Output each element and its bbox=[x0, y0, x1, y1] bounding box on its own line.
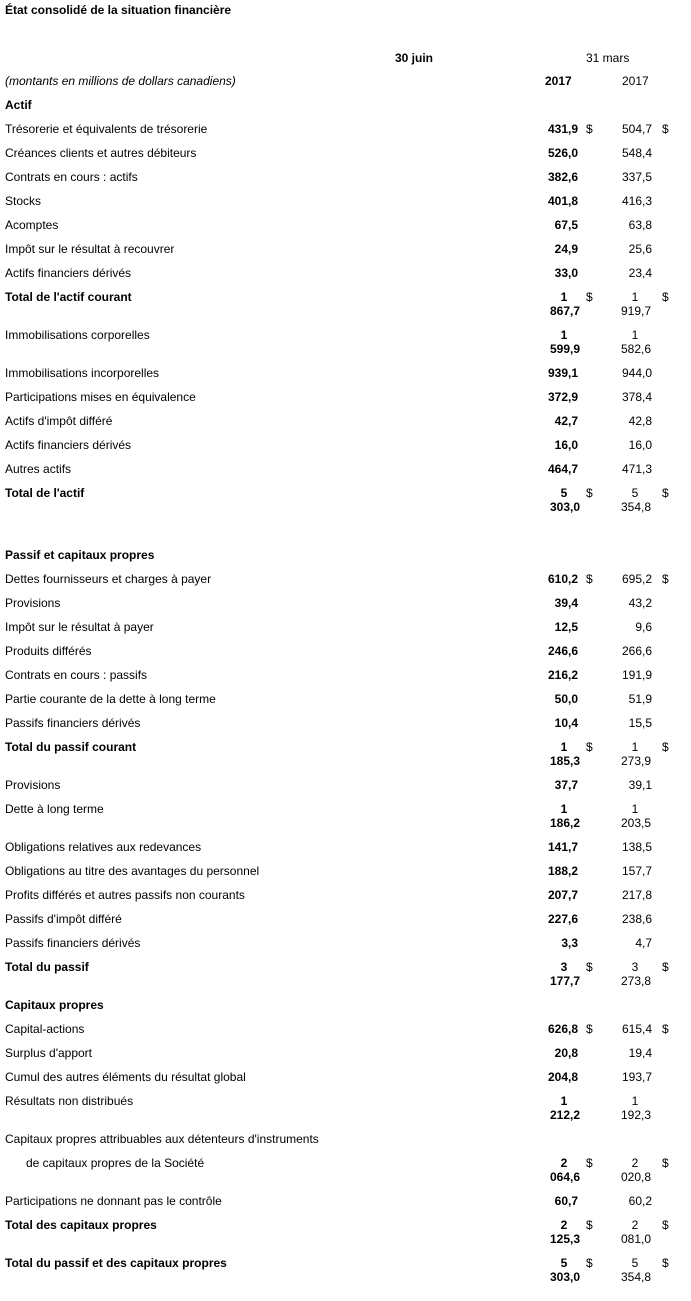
currency-symbol: $ bbox=[662, 572, 669, 586]
value-2017-june: 24,9 bbox=[554, 242, 578, 256]
row-label: Acomptes bbox=[5, 218, 59, 232]
value-2017-march: 193,7 bbox=[621, 1070, 652, 1084]
table-row bbox=[0, 998, 691, 1018]
row-label: Total du passif bbox=[5, 960, 89, 974]
table-row bbox=[0, 936, 691, 956]
value-2017-march: 266,6 bbox=[621, 644, 652, 658]
table-row bbox=[0, 170, 691, 190]
value-2017-march: 504,7 bbox=[621, 122, 652, 136]
value-remainder: 273,9 bbox=[621, 754, 652, 768]
row-label: Autres actifs bbox=[5, 462, 72, 476]
col2-year-header: 2017 bbox=[622, 74, 649, 88]
table-row bbox=[0, 194, 691, 214]
table-row bbox=[0, 1156, 691, 1184]
value-thousands: 1 bbox=[631, 802, 639, 816]
value-2017-june bbox=[550, 486, 581, 514]
value-2017-march: 42,8 bbox=[628, 414, 652, 428]
value-remainder: 354,8 bbox=[621, 500, 652, 514]
value-2017-june: 216,2 bbox=[547, 668, 578, 682]
value-2017-march: 191,9 bbox=[621, 668, 652, 682]
currency-symbol: $ bbox=[586, 1256, 593, 1270]
value-2017-march: 138,5 bbox=[621, 840, 652, 854]
value-2017-march: 337,5 bbox=[621, 170, 652, 184]
value-thousands: 1 bbox=[631, 290, 639, 304]
value-2017-june bbox=[550, 1094, 581, 1122]
value-2017-june: 431,9 bbox=[547, 122, 578, 136]
value-remainder: 081,0 bbox=[621, 1232, 652, 1246]
currency-symbol: $ bbox=[662, 740, 669, 754]
value-2017-june bbox=[550, 290, 581, 318]
value-remainder: 582,6 bbox=[621, 342, 652, 356]
value-2017-june: 939,1 bbox=[547, 366, 578, 380]
value-2017-march: 23,4 bbox=[628, 266, 652, 280]
value-thousands: 5 bbox=[560, 1256, 568, 1270]
col2-period-header: 31 mars bbox=[586, 51, 630, 65]
row-label: Immobilisations corporelles bbox=[5, 328, 150, 342]
value-2017-june: 37,7 bbox=[554, 778, 578, 792]
value-2017-march bbox=[621, 1094, 652, 1122]
value-thousands: 1 bbox=[560, 1094, 568, 1108]
value-thousands: 1 bbox=[560, 802, 568, 816]
value-remainder: 599,9 bbox=[550, 342, 581, 356]
currency-symbol: $ bbox=[586, 960, 593, 974]
value-thousands: 2 bbox=[560, 1156, 568, 1170]
value-thousands: 2 bbox=[560, 1218, 568, 1232]
value-thousands: 5 bbox=[631, 486, 639, 500]
table-row bbox=[0, 778, 691, 798]
table-row bbox=[0, 668, 691, 688]
value-remainder: 177,7 bbox=[550, 974, 581, 988]
row-label: Impôt sur le résultat à payer bbox=[5, 620, 154, 634]
value-2017-june: 382,6 bbox=[547, 170, 578, 184]
row-label: Produits différés bbox=[5, 644, 92, 658]
row-label: de capitaux propres de la Société bbox=[26, 1156, 205, 1170]
row-label: Partie courante de la dette à long terme bbox=[5, 692, 216, 706]
value-thousands: 3 bbox=[560, 960, 568, 974]
table-row bbox=[0, 1094, 691, 1122]
table-row bbox=[0, 390, 691, 410]
value-thousands: 2 bbox=[631, 1156, 639, 1170]
value-2017-june: 227,6 bbox=[547, 912, 578, 926]
row-label: Passif et capitaux propres bbox=[5, 548, 155, 562]
row-label: Participations ne donnant pas le contrôle bbox=[5, 1194, 222, 1208]
value-remainder: 186,2 bbox=[550, 816, 581, 830]
value-remainder: 064,6 bbox=[550, 1170, 581, 1184]
currency-symbol: $ bbox=[662, 1218, 669, 1232]
value-2017-june bbox=[550, 1218, 581, 1246]
row-label: Capital-actions bbox=[5, 1022, 85, 1036]
value-2017-march: 9,6 bbox=[635, 620, 652, 634]
value-2017-march: 43,2 bbox=[628, 596, 652, 610]
row-label: Actifs d'impôt différé bbox=[5, 414, 113, 428]
value-thousands: 1 bbox=[631, 328, 639, 342]
value-thousands: 1 bbox=[560, 328, 568, 342]
value-2017-march: 378,4 bbox=[621, 390, 652, 404]
table-row bbox=[0, 572, 691, 592]
page-title: État consolidé de la situation financière bbox=[5, 3, 232, 17]
value-2017-june: 626,8 bbox=[547, 1022, 578, 1036]
value-thousands: 5 bbox=[631, 1256, 639, 1270]
table-row bbox=[0, 692, 691, 712]
table-row bbox=[0, 1256, 691, 1284]
row-label: Total des capitaux propres bbox=[5, 1218, 157, 1232]
value-2017-june: 610,2 bbox=[547, 572, 578, 586]
row-label: Passifs financiers dérivés bbox=[5, 716, 141, 730]
value-2017-march bbox=[621, 1218, 652, 1246]
row-label: Actifs financiers dérivés bbox=[5, 266, 132, 280]
currency-symbol: $ bbox=[662, 1156, 669, 1170]
row-label: Trésorerie et équivalents de trésorerie bbox=[5, 122, 208, 136]
value-remainder: 303,0 bbox=[550, 1270, 581, 1284]
value-remainder: 919,7 bbox=[621, 304, 652, 318]
value-remainder: 125,3 bbox=[550, 1232, 581, 1246]
value-2017-june: 39,4 bbox=[554, 596, 578, 610]
value-2017-june: 526,0 bbox=[547, 146, 578, 160]
table-row bbox=[0, 242, 691, 262]
value-2017-march: 615,4 bbox=[621, 1022, 652, 1036]
row-label: Profits différés et autres passifs non courants bbox=[5, 888, 245, 902]
row-label: Créances clients et autres débiteurs bbox=[5, 146, 197, 160]
value-2017-june bbox=[550, 1256, 581, 1284]
row-label: Total de l'actif bbox=[5, 486, 85, 500]
value-2017-march bbox=[621, 960, 652, 988]
table-row bbox=[0, 218, 691, 238]
row-label: Total du passif et des capitaux propres bbox=[5, 1256, 227, 1270]
table-row bbox=[0, 1132, 691, 1152]
currency-symbol: $ bbox=[662, 960, 669, 974]
currency-symbol: $ bbox=[662, 290, 669, 304]
row-label: Provisions bbox=[5, 778, 61, 792]
value-2017-march: 416,3 bbox=[621, 194, 652, 208]
table-row bbox=[0, 122, 691, 142]
row-label: Total du passif courant bbox=[5, 740, 137, 754]
value-2017-june: 207,7 bbox=[547, 888, 578, 902]
table-row bbox=[0, 266, 691, 286]
row-label: Dette à long terme bbox=[5, 802, 104, 816]
row-label: Immobilisations incorporelles bbox=[5, 366, 160, 380]
value-2017-june: 67,5 bbox=[554, 218, 578, 232]
row-label: Stocks bbox=[5, 194, 42, 208]
currency-symbol: $ bbox=[662, 1022, 669, 1036]
value-2017-june: 33,0 bbox=[554, 266, 578, 280]
value-remainder: 273,8 bbox=[621, 974, 652, 988]
col1-period-header: 30 juin bbox=[395, 51, 434, 65]
value-2017-june: 42,7 bbox=[554, 414, 578, 428]
row-label: Passifs financiers dérivés bbox=[5, 936, 141, 950]
value-2017-june: 3,3 bbox=[561, 936, 578, 950]
value-thousands: 5 bbox=[560, 486, 568, 500]
table-row bbox=[0, 740, 691, 768]
value-2017-june: 401,8 bbox=[547, 194, 578, 208]
value-2017-june: 204,8 bbox=[547, 1070, 578, 1084]
value-2017-march: 19,4 bbox=[628, 1046, 652, 1060]
value-2017-march: 217,8 bbox=[621, 888, 652, 902]
table-row bbox=[0, 486, 691, 514]
value-2017-march: 16,0 bbox=[628, 438, 652, 452]
value-2017-june: 10,4 bbox=[554, 716, 578, 730]
currency-symbol: $ bbox=[662, 1256, 669, 1270]
table-row bbox=[0, 146, 691, 166]
value-2017-march: 944,0 bbox=[621, 366, 652, 380]
value-2017-march: 39,1 bbox=[628, 778, 652, 792]
row-label: Participations mises en équivalence bbox=[5, 390, 196, 404]
row-label: Contrats en cours : passifs bbox=[5, 668, 148, 682]
value-2017-march: 695,2 bbox=[621, 572, 652, 586]
value-2017-june: 16,0 bbox=[554, 438, 578, 452]
value-2017-march: 51,9 bbox=[628, 692, 652, 706]
currency-symbol: $ bbox=[586, 122, 593, 136]
value-remainder: 303,0 bbox=[550, 500, 581, 514]
row-label: Contrats en cours : actifs bbox=[5, 170, 138, 184]
value-2017-june: 188,2 bbox=[547, 864, 578, 878]
row-label: Cumul des autres éléments du résultat global bbox=[5, 1070, 246, 1084]
table-row bbox=[0, 328, 691, 356]
value-2017-june bbox=[550, 960, 581, 988]
value-2017-june: 20,8 bbox=[554, 1046, 578, 1060]
value-2017-june bbox=[550, 1156, 581, 1184]
row-label: Actif bbox=[5, 98, 32, 112]
value-thousands: 2 bbox=[631, 1218, 639, 1232]
currency-symbol: $ bbox=[586, 1022, 593, 1036]
table-row bbox=[0, 366, 691, 386]
value-2017-june: 50,0 bbox=[554, 692, 578, 706]
value-remainder: 354,8 bbox=[621, 1270, 652, 1284]
row-label: Obligations au titre des avantages du personnel bbox=[5, 864, 260, 878]
table-row bbox=[0, 1046, 691, 1066]
table-row bbox=[0, 438, 691, 458]
value-2017-june bbox=[550, 328, 581, 356]
table-row bbox=[0, 1022, 691, 1042]
table-row bbox=[0, 888, 691, 908]
value-thousands: 1 bbox=[631, 1094, 639, 1108]
value-2017-march bbox=[621, 1256, 652, 1284]
value-remainder: 203,5 bbox=[621, 816, 652, 830]
value-2017-march: 25,6 bbox=[628, 242, 652, 256]
value-remainder: 867,7 bbox=[550, 304, 581, 318]
value-2017-march bbox=[621, 290, 652, 318]
currency-symbol: $ bbox=[586, 290, 593, 304]
table-row bbox=[0, 1194, 691, 1214]
value-2017-march: 63,8 bbox=[628, 218, 652, 232]
value-thousands: 3 bbox=[631, 960, 639, 974]
value-2017-march: 548,4 bbox=[621, 146, 652, 160]
value-remainder: 185,3 bbox=[550, 754, 581, 768]
currency-symbol: $ bbox=[586, 486, 593, 500]
row-label: Capitaux propres bbox=[5, 998, 104, 1012]
value-thousands: 1 bbox=[560, 740, 568, 754]
value-thousands: 1 bbox=[631, 740, 639, 754]
currency-symbol: $ bbox=[662, 122, 669, 136]
units-note: (montants en millions de dollars canadiens) bbox=[5, 74, 236, 88]
value-2017-march bbox=[621, 740, 652, 768]
table-row bbox=[0, 864, 691, 884]
table-row bbox=[0, 620, 691, 640]
value-2017-june bbox=[550, 740, 581, 768]
row-label: Obligations relatives aux redevances bbox=[5, 840, 202, 854]
table-row bbox=[0, 912, 691, 932]
value-2017-march bbox=[621, 802, 652, 830]
value-remainder: 020,8 bbox=[621, 1170, 652, 1184]
table-row bbox=[0, 462, 691, 482]
row-label: Provisions bbox=[5, 596, 61, 610]
value-2017-june: 60,7 bbox=[554, 1194, 578, 1208]
value-2017-march: 471,3 bbox=[621, 462, 652, 476]
value-2017-june: 141,7 bbox=[547, 840, 578, 854]
value-2017-june: 12,5 bbox=[554, 620, 578, 634]
table-row bbox=[0, 644, 691, 664]
value-2017-march bbox=[621, 486, 652, 514]
table-row bbox=[0, 1070, 691, 1090]
value-2017-june: 372,9 bbox=[547, 390, 578, 404]
value-2017-june bbox=[550, 802, 581, 830]
currency-symbol: $ bbox=[586, 1218, 593, 1232]
value-remainder: 212,2 bbox=[550, 1108, 581, 1122]
row-label: Résultats non distribués bbox=[5, 1094, 134, 1108]
value-2017-june: 246,6 bbox=[547, 644, 578, 658]
value-2017-june: 464,7 bbox=[547, 462, 578, 476]
value-2017-march: 60,2 bbox=[628, 1194, 652, 1208]
row-label: Impôt sur le résultat à recouvrer bbox=[5, 242, 175, 256]
value-remainder: 192,3 bbox=[621, 1108, 652, 1122]
value-2017-march: 4,7 bbox=[635, 936, 652, 950]
value-thousands: 1 bbox=[560, 290, 568, 304]
value-2017-march: 238,6 bbox=[621, 912, 652, 926]
currency-symbol: $ bbox=[586, 572, 593, 586]
table-row bbox=[0, 414, 691, 434]
table-row bbox=[0, 98, 691, 118]
currency-symbol: $ bbox=[662, 486, 669, 500]
row-label: Actifs financiers dérivés bbox=[5, 438, 132, 452]
value-2017-march: 157,7 bbox=[621, 864, 652, 878]
row-label: Surplus d'apport bbox=[5, 1046, 93, 1060]
currency-symbol: $ bbox=[586, 1156, 593, 1170]
value-2017-march: 15,5 bbox=[628, 716, 652, 730]
col1-year-header: 2017 bbox=[545, 74, 572, 88]
table-row bbox=[0, 596, 691, 616]
table-row bbox=[0, 1218, 691, 1246]
currency-symbol: $ bbox=[586, 740, 593, 754]
row-label: Capitaux propres attribuables aux détenteurs d'instruments bbox=[5, 1132, 319, 1146]
table-row bbox=[0, 290, 691, 318]
row-label: Total de l'actif courant bbox=[5, 290, 132, 304]
table-row bbox=[0, 960, 691, 988]
row-label: Dettes fournisseurs et charges à payer bbox=[5, 572, 212, 586]
row-label: Passifs d'impôt différé bbox=[5, 912, 122, 926]
table-row bbox=[0, 716, 691, 736]
table-row bbox=[0, 840, 691, 860]
value-2017-march bbox=[621, 328, 652, 356]
table-row bbox=[0, 548, 691, 568]
table-row bbox=[0, 802, 691, 830]
value-2017-march bbox=[621, 1156, 652, 1184]
